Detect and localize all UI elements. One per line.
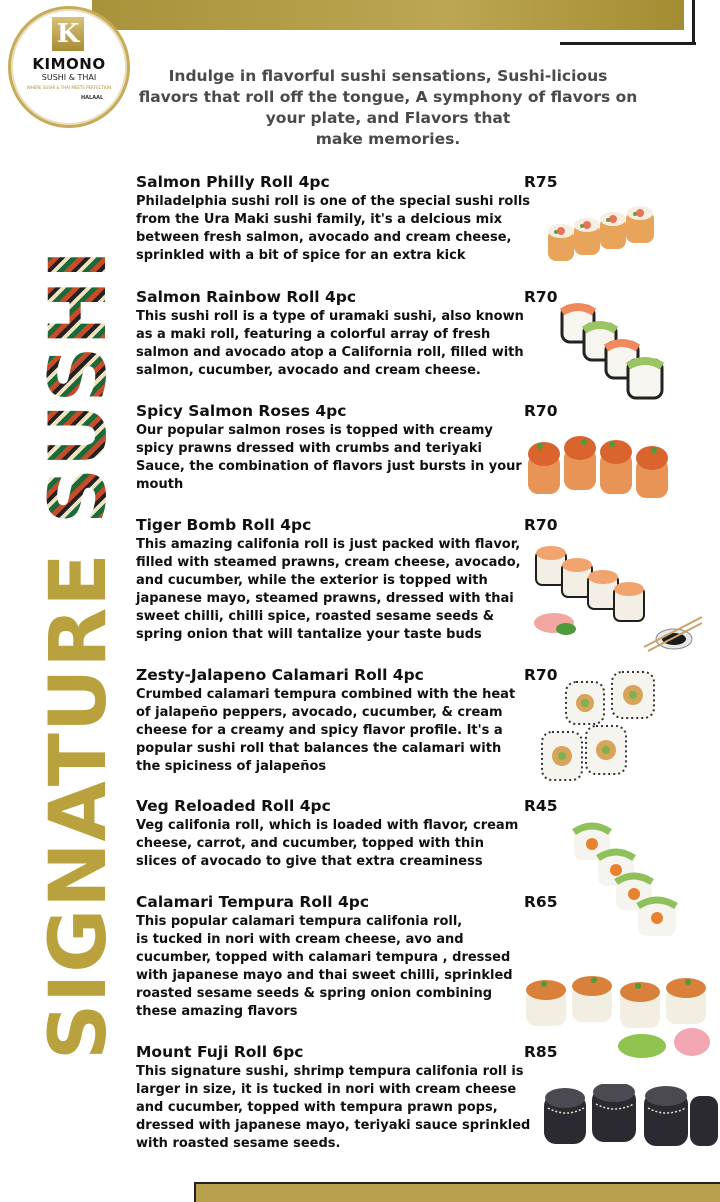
intro-line: flavors that roll off the tongue, A symphony of flavors on [138, 88, 638, 106]
calamari-tempura-roll-photo [522, 976, 712, 1060]
description-line: and cucumber, while the exterior is topped with [136, 573, 488, 588]
description-line: Crumbed calamari tempura combined with the heat [136, 687, 516, 702]
item-price: R70 [524, 402, 558, 420]
menu-item [136, 1042, 558, 1153]
menu-item [136, 172, 558, 265]
restaurant-logo [8, 6, 130, 128]
description-line: and cucumber, topped with tempura prawn pops, [136, 1100, 498, 1115]
item-name: Salmon Philly Roll 4pc [136, 173, 330, 191]
description-line: slices of avocado to give that extra creaminess [136, 854, 483, 869]
description-line: the spiciness of jalapeños [136, 759, 327, 774]
intro-text [128, 66, 648, 150]
top-divider [560, 42, 696, 45]
description-line: with roasted sesame seeds. [136, 1136, 341, 1151]
description-line: dressed with japanese mayo, teriyaki sauce sprinkled [136, 1118, 531, 1133]
description-line: cucumber, topped with calamari tempura , dressed [136, 950, 511, 965]
item-description [136, 422, 536, 494]
item-name: Tiger Bomb Roll 4pc [136, 516, 312, 534]
logo-name: KIMONO [32, 55, 106, 73]
description-line: popular sushi roll that balances the calamari with [136, 741, 502, 756]
description-line: sweet chilli, chilli spice, roasted sesame seeds & [136, 609, 495, 624]
description-line: sprinkled with a bit of spice for an extra kick [136, 248, 466, 263]
description-line: This signature sushi, shrimp tempura califonia roll is [136, 1064, 524, 1079]
salmon-philly-roll-photo [546, 205, 658, 263]
description-line: Our popular salmon roses is topped with creamy [136, 423, 493, 438]
description-line: salmon, cucumber, avocado and cream cheese. [136, 363, 481, 378]
salmon-rainbow-roll-photo [558, 302, 668, 404]
description-line: This sushi roll is a type of uramaki sushi, also known [136, 309, 524, 324]
description-line: with japanese mayo and thai sweet chilli, sprinkled [136, 968, 513, 983]
item-price: R70 [524, 516, 558, 534]
tiger-bomb-roll-photo [526, 543, 704, 655]
item-description [136, 308, 536, 380]
description-line: these amazing flavors [136, 1004, 298, 1019]
description-line: as a maki roll, featuring a colorful array of fresh [136, 327, 491, 342]
halaal-mark: HALAAL [81, 95, 104, 101]
menu-item [136, 287, 558, 380]
description-line: larger in size, it is tucked in nori with cream cheese [136, 1082, 517, 1097]
description-line: japanese mayo, steamed prawns, dressed with thai [136, 591, 514, 606]
intro-line: make memories. [315, 130, 461, 148]
item-price: R85 [524, 1043, 558, 1061]
menu-item [136, 515, 558, 644]
description-line: of jalapeño peppers, avocado, cucumber, & cream [136, 705, 503, 720]
bottom-gold-band [194, 1182, 720, 1202]
logo-letter: K [52, 17, 84, 51]
item-name: Salmon Rainbow Roll 4pc [136, 288, 357, 306]
item-name: Veg Reloaded Roll 4pc [136, 797, 331, 815]
mount-fuji-roll-photo [540, 1084, 720, 1154]
zesty-jalapeno-calamari-roll-photo [538, 670, 658, 788]
description-line: is tucked in nori with cream cheese, avo and [136, 932, 464, 947]
right-divider [692, 0, 695, 45]
logo-subtitle: SUSHI & THAI [41, 73, 97, 82]
description-line: roasted sesame seeds & spring onion combining [136, 986, 493, 1001]
description-line: Sauce, the combination of flavors just bursts in your [136, 459, 522, 474]
top-gold-band [92, 0, 684, 30]
description-line: spring onion that will tantalize your taste buds [136, 627, 482, 642]
item-price: R70 [524, 666, 558, 684]
item-description [136, 686, 536, 776]
section-title-signature: SIGNATURE [34, 552, 124, 1060]
description-line: from the Ura Maki sushi family, it's a delcious mix [136, 212, 503, 227]
menu-item [136, 401, 558, 494]
description-line: between fresh salmon, avocado and cream cheese, [136, 230, 512, 245]
description-line: Veg califonia roll, which is loaded with flavor, cream [136, 818, 519, 833]
item-price: R65 [524, 893, 558, 911]
item-name: Calamari Tempura Roll 4pc [136, 893, 370, 911]
intro-line: Indulge in flavorful sushi sensations, Sushi-licious [168, 67, 608, 85]
item-price: R45 [524, 797, 558, 815]
item-description [136, 536, 536, 644]
veg-reloaded-roll-photo [570, 822, 680, 940]
logo-tagline: WHERE SUSHI & THAI MEETS PERFECTION [26, 85, 112, 90]
menu-item [136, 796, 558, 871]
description-line: salmon and avocado atop a California roll, filled with [136, 345, 524, 360]
description-line: Philadelphia sushi roll is one of the special sushi rolls [136, 194, 531, 209]
item-description [136, 817, 536, 871]
item-description [136, 913, 536, 1021]
description-line: filled with steamed prawns, cream cheese, avocado, [136, 555, 521, 570]
description-line: spicy prawns dressed with crumbs and teriyaki [136, 441, 482, 456]
menu-item [136, 892, 558, 1021]
item-name: Spicy Salmon Roses 4pc [136, 402, 347, 420]
spicy-salmon-roses-photo [524, 436, 674, 504]
item-price: R70 [524, 288, 558, 306]
description-line: This popular calamari tempura califonia roll, [136, 914, 463, 929]
intro-line: your plate, and Flavors that [265, 109, 511, 127]
item-name: Zesty-Jalapeno Calamari Roll 4pc [136, 666, 424, 684]
menu-item [136, 665, 558, 776]
item-name: Mount Fuji Roll 6pc [136, 1043, 304, 1061]
section-title-sushi: SUSHI [34, 249, 124, 525]
description-line: cheese for a creamy and spicy flavor profile. It's a [136, 723, 503, 738]
description-line: cheese, carrot, and cucumber, topped with thin [136, 836, 484, 851]
section-title [34, 240, 124, 1060]
description-line: This amazing califonia roll is just packed with flavor, [136, 537, 521, 552]
description-line: mouth [136, 477, 184, 492]
item-description [136, 1063, 536, 1153]
item-price: R75 [524, 173, 558, 191]
item-description [136, 193, 536, 265]
